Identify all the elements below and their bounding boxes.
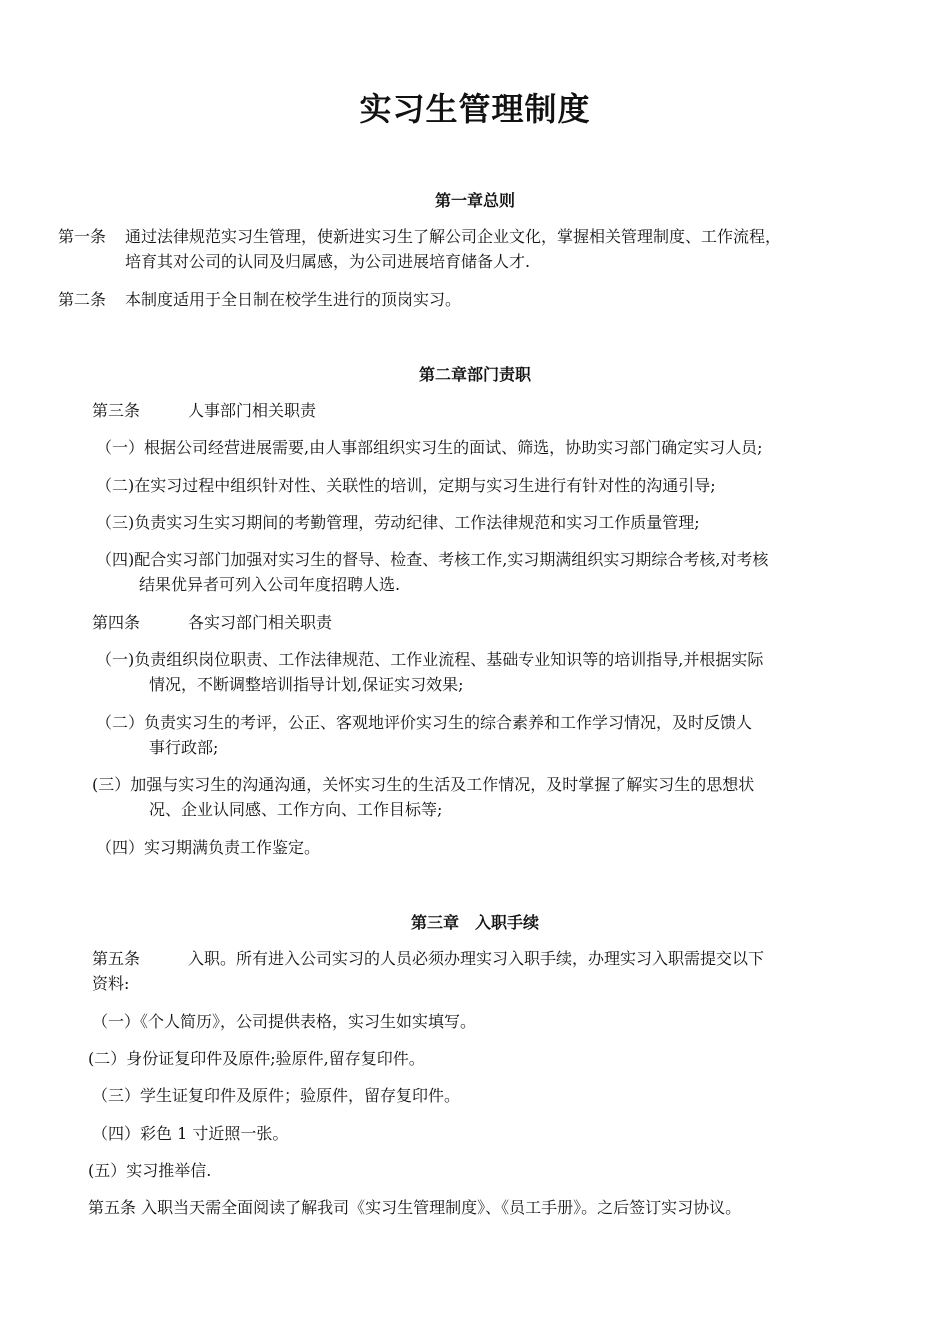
article-5-item-2: (二）身份证复印件及原件;验原件,留存复印件。: [88, 1049, 425, 1068]
article-2-text: 本制度适用于全日制在校学生进行的顶岗实习。: [125, 290, 462, 309]
article-5-label: 第五条: [92, 949, 141, 968]
article-5-item-4: （四）彩色 1 寸近照一张。: [92, 1124, 289, 1143]
article-4-item-2-line-1: （二）负责实习生的考评，公正、客观地评价实习生的综合素养和工作学习情况，及时反馈人: [96, 713, 753, 732]
chapter-2-heading: 第二章部门责职: [418, 365, 531, 384]
article-4-label: 第四条: [92, 613, 141, 632]
article-3-item-2: （二)在实习过程中组织针对性、关联性的培训，定期与实习生进行有针对性的沟通引导;: [96, 476, 716, 495]
article-4-item-2-line-2: 事行政部;: [149, 738, 219, 757]
article-4-item-1-line-2: 情况，不断调整培训指导计划,保证实习效果;: [149, 675, 464, 694]
article-1-text: 通过法律规范实习生管理，使新进实习生了解公司企业文化，掌握相关管理制度、工作流程，: [125, 227, 782, 246]
article-3-item-1: （一）根据公司经营进展需要,由人事部组织实习生的面试、筛选，协助实习部门确定实习人员;: [96, 438, 763, 457]
article-2: [58, 287, 461, 312]
article-1-label: 第一条: [58, 227, 107, 246]
article-3-item-4-line-2: 结果优异者可列入公司年度招聘人选.: [139, 575, 401, 594]
article-5-item-3: （三）学生证复印件及原件；验原件，留存复印件。: [92, 1086, 461, 1105]
article-5-supplement: 第五条 入职当天需全面阅读了解我司《实习生管理制度》、《员工手册》。之后签订实习协议。: [88, 1198, 742, 1217]
chapter-1-heading: 第一章总则: [434, 191, 515, 210]
article-4-item-3-line-2: 况、企业认同感、工作方向、工作目标等;: [149, 800, 443, 819]
page-title: 实习生管理制度: [359, 90, 591, 128]
article-1-line-2: 培育其对公司的认同及归属感，为公司进展培育储备人才.: [125, 252, 531, 271]
article-2-label: 第二条: [58, 290, 107, 309]
article-3-title: 人事部门相关职责: [188, 401, 317, 420]
article-5-item-1: （一）《个人简历》，公司提供表格，实习生如实填写。: [92, 1012, 477, 1031]
article-3-heading: [92, 398, 316, 423]
article-4-item-3-line-1: (三）加强与实习生的沟通沟通，关怀实习生的生活及工作情况，及时掌握了解实习生的思想状: [92, 775, 755, 794]
article-4-item-1-line-1: （一)负责组织岗位职责、工作法律规范、工作业流程、基础专业知识等的培训指导,并根据实际: [96, 650, 764, 669]
article-1-line-1: [58, 224, 781, 249]
article-4-item-4: （四）实习期满负责工作鉴定。: [96, 838, 321, 857]
article-3-item-4-line-1: （四)配合实习部门加强对实习生的督导、检查、考核工作,实习期满组织实习期综合考核,对考核: [96, 550, 769, 569]
article-5-item-5: (五）实习推举信.: [88, 1161, 212, 1180]
article-5-line-1: [92, 946, 764, 971]
article-4-heading: [92, 610, 332, 635]
article-3-item-3: （三)负责实习生实习期间的考勤管理，劳动纪律、工作法律规范和实习工作质量管理;: [96, 513, 700, 532]
article-5-text: 入职。所有进入公司实习的人员必须办理实习入职手续，办理实习入职需提交以下: [188, 949, 765, 968]
article-5-line-2: 资料:: [92, 974, 130, 993]
chapter-3-heading: 第三章 入职手续: [410, 913, 539, 932]
article-3-label: 第三条: [92, 401, 141, 420]
article-4-title: 各实习部门相关职责: [188, 613, 333, 632]
